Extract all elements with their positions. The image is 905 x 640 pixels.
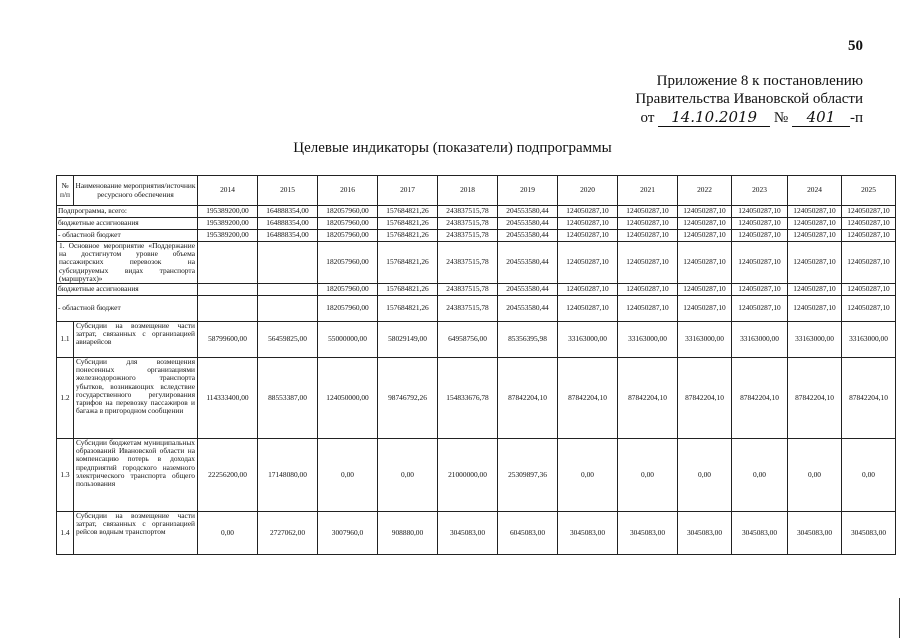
value-cell: 124050287,10 (678, 218, 732, 230)
header-year: 2022 (678, 176, 732, 206)
value-cell: 124050287,10 (618, 218, 678, 230)
value-cell: 3007960,0 (318, 512, 378, 555)
table-row (57, 512, 896, 555)
scan-edge-mark (899, 598, 900, 638)
value-cell: 195389200,00 (198, 218, 258, 230)
value-cell: 6045083,00 (498, 512, 558, 555)
value-cell: 124050287,10 (732, 230, 788, 242)
value-cell: 124050287,10 (842, 242, 896, 284)
header-year: 2024 (788, 176, 842, 206)
row-name: бюджетные ассигнования (57, 218, 198, 230)
header-year: 2021 (618, 176, 678, 206)
table-row (57, 218, 896, 230)
value-cell: 243837515,78 (438, 218, 498, 230)
appendix-line-2: Правительства Ивановской области (635, 91, 863, 107)
decree-number-suffix: -п (849, 110, 863, 126)
value-cell: 157684821,26 (378, 206, 438, 218)
value-cell: 124050287,10 (618, 284, 678, 296)
header-year: 2017 (378, 176, 438, 206)
value-cell: 124050287,10 (842, 296, 896, 322)
value-cell: 124050287,10 (678, 284, 732, 296)
decree-number: 401 (792, 108, 850, 127)
value-cell: 64958756,00 (438, 322, 498, 358)
value-cell: 33163000,00 (618, 322, 678, 358)
value-cell (198, 296, 258, 322)
row-name: 1. Основное мероприятие «Поддержание на достигнутом уровне объема пассажирских перевозок на субсидируемых видах транспорта (маршрутах)» (57, 242, 198, 284)
value-cell: 195389200,00 (198, 206, 258, 218)
appendix-line-1: Приложение 8 к постановлению (656, 73, 863, 89)
value-cell: 33163000,00 (842, 322, 896, 358)
table-row (57, 206, 896, 218)
decree-number-sign: № (773, 110, 789, 126)
value-cell: 98746792,26 (378, 358, 438, 439)
value-cell: 195389200,00 (198, 230, 258, 242)
indicators-table (56, 175, 896, 555)
value-cell: 25309897,36 (498, 439, 558, 512)
header-year: 2025 (842, 176, 896, 206)
value-cell: 85356395,98 (498, 322, 558, 358)
header-year: 2018 (438, 176, 498, 206)
value-cell: 124050287,10 (842, 230, 896, 242)
value-cell: 124050287,10 (678, 230, 732, 242)
header-year: 2019 (498, 176, 558, 206)
value-cell: 204553580,44 (498, 206, 558, 218)
value-cell: 124050287,10 (558, 230, 618, 242)
row-num: 1.2 (57, 358, 74, 439)
value-cell (258, 242, 318, 284)
row-name: Субсидии на возмещение части затрат, связанных с организацией рейсов водным транспортом (74, 512, 198, 555)
value-cell: 124050287,10 (732, 296, 788, 322)
row-num: 1.3 (57, 439, 74, 512)
value-cell: 204553580,44 (498, 284, 558, 296)
table-row (57, 322, 896, 358)
value-cell: 124050287,10 (732, 218, 788, 230)
value-cell: 33163000,00 (558, 322, 618, 358)
value-cell: 114333400,00 (198, 358, 258, 439)
value-cell: 124050287,10 (788, 296, 842, 322)
table-row (57, 284, 896, 296)
value-cell: 124050287,10 (732, 206, 788, 218)
value-cell: 124050287,10 (558, 242, 618, 284)
row-name: - областной бюджет (57, 230, 198, 242)
value-cell: 204553580,44 (498, 242, 558, 284)
row-num: 1.1 (57, 322, 74, 358)
header-year: 2016 (318, 176, 378, 206)
value-cell: 124050287,10 (618, 230, 678, 242)
value-cell: 157684821,26 (378, 284, 438, 296)
value-cell: 243837515,78 (438, 242, 498, 284)
value-cell: 87842204,10 (732, 358, 788, 439)
value-cell: 182057960,00 (318, 206, 378, 218)
value-cell: 124050287,10 (618, 296, 678, 322)
value-cell: 21000000,00 (438, 439, 498, 512)
value-cell: 58029149,00 (378, 322, 438, 358)
header-num: № п/п (57, 176, 74, 206)
value-cell: 182057960,00 (318, 242, 378, 284)
value-cell: 56459825,00 (258, 322, 318, 358)
header-name: Наименование мероприятия/источник ресурсного обеспечения (74, 176, 198, 206)
value-cell: 87842204,10 (498, 358, 558, 439)
row-name: - областной бюджет (57, 296, 198, 322)
value-cell: 124050287,10 (732, 242, 788, 284)
value-cell: 124050287,10 (678, 242, 732, 284)
value-cell: 908880,00 (378, 512, 438, 555)
table-row (57, 296, 896, 322)
value-cell: 3045083,00 (558, 512, 618, 555)
value-cell: 0,00 (198, 512, 258, 555)
value-cell: 0,00 (558, 439, 618, 512)
value-cell: 3045083,00 (842, 512, 896, 555)
value-cell: 164888354,00 (258, 230, 318, 242)
value-cell: 157684821,26 (378, 230, 438, 242)
value-cell: 164888354,00 (258, 206, 318, 218)
value-cell: 157684821,26 (378, 296, 438, 322)
value-cell: 124050287,10 (842, 284, 896, 296)
value-cell: 3045083,00 (732, 512, 788, 555)
row-name: Субсидии бюджетам муниципальных образований Ивановской области на компенсацию потерь в доходах предприятий городского наземного электрического транспорта общего пользования (74, 439, 198, 512)
value-cell: 3045083,00 (618, 512, 678, 555)
value-cell: 33163000,00 (678, 322, 732, 358)
value-cell: 204553580,44 (498, 218, 558, 230)
value-cell: 124050287,10 (788, 218, 842, 230)
value-cell: 58799600,00 (198, 322, 258, 358)
decree-reference (641, 108, 863, 127)
table-row (57, 439, 896, 512)
value-cell: 0,00 (618, 439, 678, 512)
value-cell: 124050287,10 (788, 242, 842, 284)
value-cell: 124050287,10 (558, 218, 618, 230)
header-year: 2014 (198, 176, 258, 206)
value-cell (198, 242, 258, 284)
value-cell (258, 284, 318, 296)
row-num: 1.4 (57, 512, 74, 555)
decree-date: 14.10.2019 (658, 108, 770, 127)
value-cell: 243837515,78 (438, 284, 498, 296)
header-year: 2015 (258, 176, 318, 206)
value-cell: 87842204,10 (842, 358, 896, 439)
value-cell: 243837515,78 (438, 296, 498, 322)
value-cell: 0,00 (678, 439, 732, 512)
value-cell: 87842204,10 (618, 358, 678, 439)
appendix-heading (635, 72, 863, 108)
value-cell: 2727062,00 (258, 512, 318, 555)
value-cell: 0,00 (318, 439, 378, 512)
table-row (57, 242, 896, 284)
value-cell: 0,00 (788, 439, 842, 512)
value-cell: 124050287,10 (788, 206, 842, 218)
value-cell: 0,00 (842, 439, 896, 512)
value-cell: 204553580,44 (498, 230, 558, 242)
row-name: Субсидии для возмещения понесенных организациями железнодорожного транспорта убытков, возникающих вследствие государственного регулирования тарифов на перевозку пассажиров и багажа в пригородном сообщении (74, 358, 198, 439)
value-cell: 0,00 (732, 439, 788, 512)
value-cell: 164888354,00 (258, 218, 318, 230)
table-row (57, 358, 896, 439)
document-title: Целевые индикаторы (показатели) подпрограммы (293, 140, 612, 156)
header-year: 2020 (558, 176, 618, 206)
row-name: Субсидии на возмещение части затрат, связанных с организацией авиарейсов (74, 322, 198, 358)
value-cell: 124050000,00 (318, 358, 378, 439)
value-cell: 124050287,10 (618, 206, 678, 218)
value-cell: 182057960,00 (318, 230, 378, 242)
value-cell: 124050287,10 (558, 296, 618, 322)
table-row (57, 230, 896, 242)
value-cell: 87842204,10 (678, 358, 732, 439)
value-cell: 182057960,00 (318, 296, 378, 322)
value-cell: 124050287,10 (788, 230, 842, 242)
value-cell: 0,00 (378, 439, 438, 512)
value-cell: 182057960,00 (318, 284, 378, 296)
value-cell: 87842204,10 (788, 358, 842, 439)
value-cell: 124050287,10 (842, 218, 896, 230)
value-cell: 124050287,10 (558, 284, 618, 296)
page-number: 50 (848, 38, 863, 54)
value-cell: 124050287,10 (618, 242, 678, 284)
value-cell: 3045083,00 (788, 512, 842, 555)
value-cell: 22256200,00 (198, 439, 258, 512)
value-cell: 157684821,26 (378, 218, 438, 230)
value-cell: 124050287,10 (558, 206, 618, 218)
row-name: бюджетные ассигнования (57, 284, 198, 296)
value-cell: 182057960,00 (318, 218, 378, 230)
value-cell (258, 296, 318, 322)
table-header-row (57, 176, 896, 206)
row-name: Подпрограмма, всего: (57, 206, 198, 218)
value-cell: 88553387,00 (258, 358, 318, 439)
value-cell: 154833676,78 (438, 358, 498, 439)
value-cell: 204553580,44 (498, 296, 558, 322)
value-cell (198, 284, 258, 296)
value-cell: 55000000,00 (318, 322, 378, 358)
value-cell: 124050287,10 (678, 296, 732, 322)
value-cell: 243837515,78 (438, 206, 498, 218)
decree-from-prefix: от (640, 110, 655, 126)
value-cell: 124050287,10 (732, 284, 788, 296)
value-cell: 87842204,10 (558, 358, 618, 439)
value-cell: 243837515,78 (438, 230, 498, 242)
header-year: 2023 (732, 176, 788, 206)
value-cell: 17148080,00 (258, 439, 318, 512)
value-cell: 124050287,10 (678, 206, 732, 218)
value-cell: 124050287,10 (842, 206, 896, 218)
value-cell: 3045083,00 (678, 512, 732, 555)
value-cell: 33163000,00 (732, 322, 788, 358)
value-cell: 33163000,00 (788, 322, 842, 358)
value-cell: 3045083,00 (438, 512, 498, 555)
value-cell: 124050287,10 (788, 284, 842, 296)
value-cell: 157684821,26 (378, 242, 438, 284)
